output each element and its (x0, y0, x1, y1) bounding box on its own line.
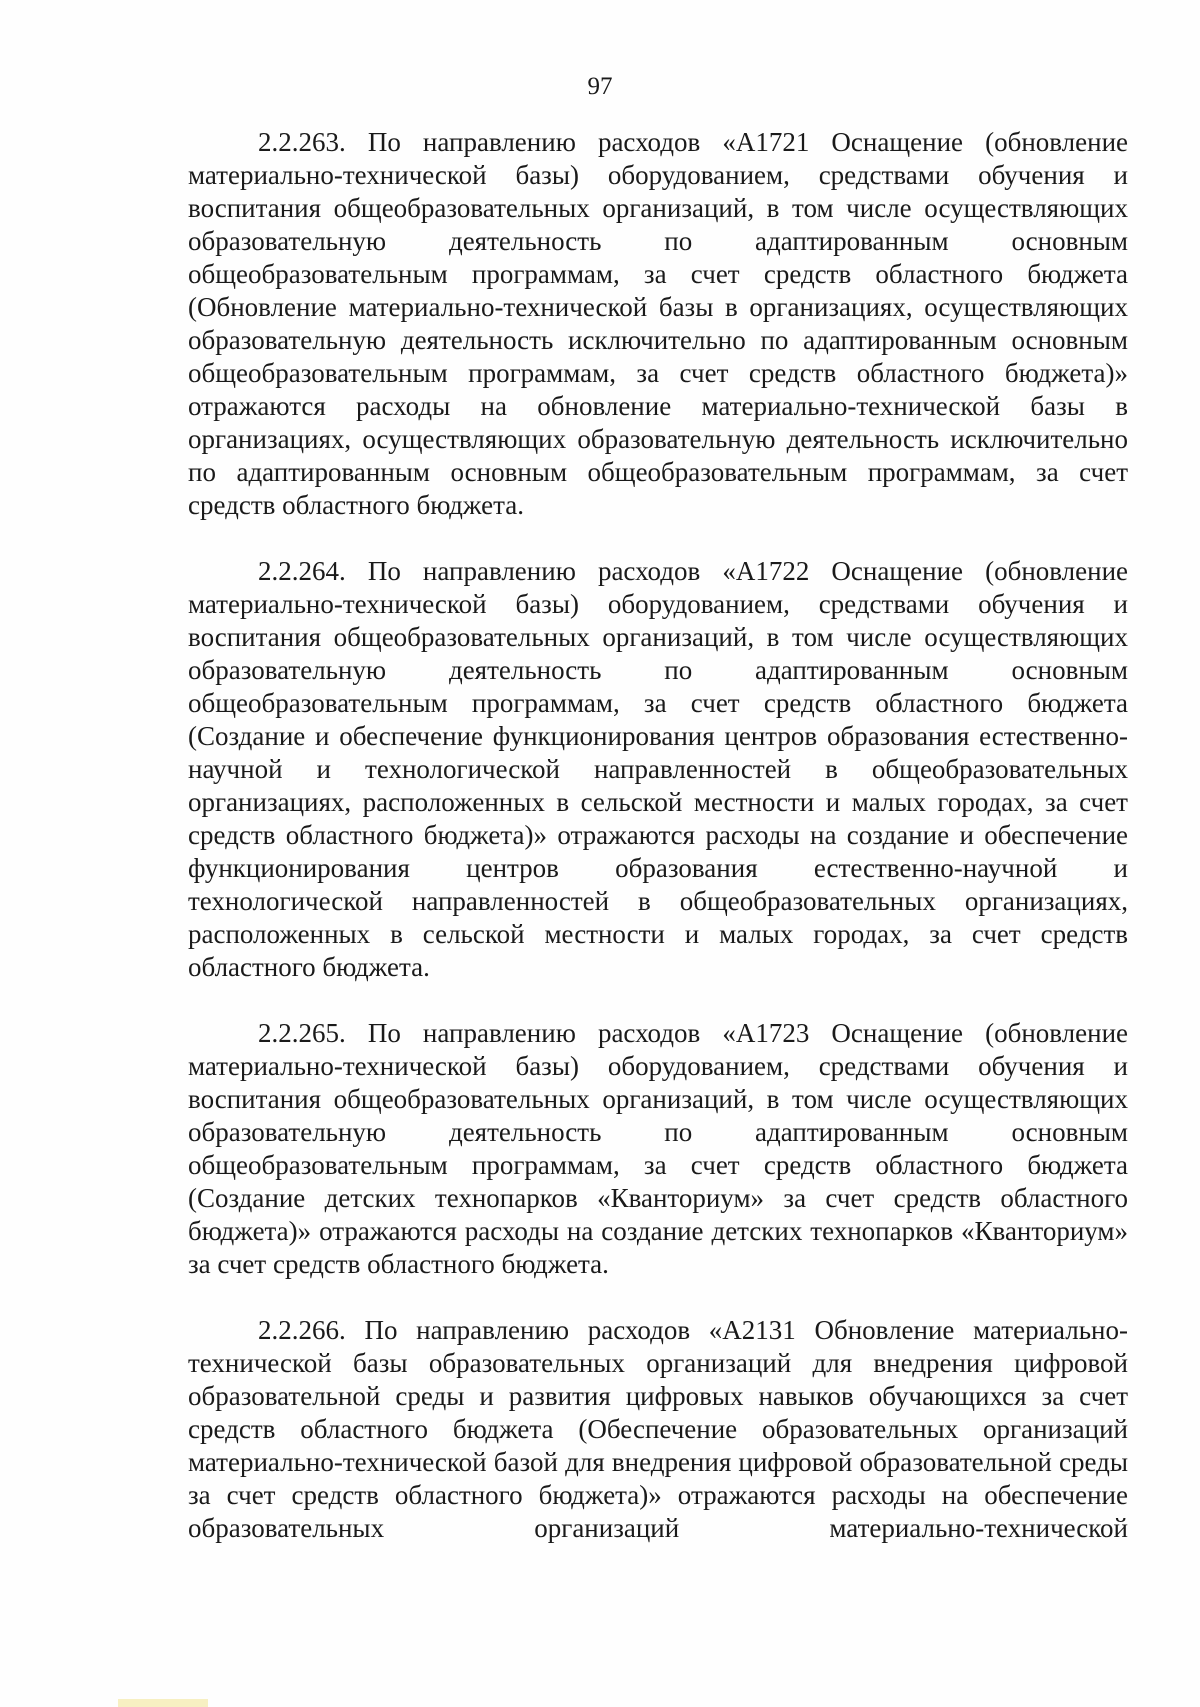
paragraph-2-2-264: 2.2.264. По направлению расходов «А1722 Оснащение (обновление материально-технической базы) оборудованием, средствами обучения и воспитания общеобразовательных организаций, в том числе осуществляющих образовательную деятельность по адаптированным основным общеобразовательным программам, за счет средств областного бюджета (Создание и обеспечение функционирования центров образования естественно-научной и технологической направленностей в общеобразовательных организациях, расположенных в сельской местности и малых городах, за счет средств областного бюджета)» отражаются расходы на создание и обеспечение функционирования центров образования естественно-научной и технологической направленностей в общеобразовательных организациях, расположенных в сельской местности и малых городах, за счет средств областного бюджета. (188, 556, 1128, 982)
scan-highlight-mark (118, 1699, 208, 1707)
document-body (188, 126, 1128, 1545)
paragraph-2-2-266: 2.2.266. По направлению расходов «А2131 Обновление материально-технической базы образовательных организаций для внедрения цифровой образовательной среды и развития цифровых навыков обучающихся за счет средств областного бюджета (Обеспечение образовательных организаций материально-технической базой для внедрения цифровой образовательной среды за счет средств областного бюджета)» отражаются расходы на обеспечение образовательных организаций материально-технической (188, 1315, 1128, 1543)
paragraph-2-2-265: 2.2.265. По направлению расходов «А1723 Оснащение (обновление материально-технической базы) оборудованием, средствами обучения и воспитания общеобразовательных организаций, в том числе осуществляющих образовательную деятельность по адаптированным основным общеобразовательным программам, за счет средств областного бюджета (Создание детских технопарков «Кванториум» за счет средств областного бюджета)» отражаются расходы на создание детских технопарков «Кванториум» за счет средств областного бюджета. (188, 1018, 1128, 1279)
page-number: 97 (587, 73, 613, 100)
paragraph-2-2-263: 2.2.263. По направлению расходов «А1721 Оснащение (обновление материально-технической базы) оборудованием, средствами обучения и воспитания общеобразовательных организаций, в том числе осуществляющих образовательную деятельность по адаптированным основным общеобразовательным программам, за счет средств областного бюджета (Обновление материально-технической базы в организациях, осуществляющих образовательную деятельность исключительно по адаптированным основным общеобразовательным программам, за счет средств областного бюджета)» отражаются расходы на обновление материально-технической базы в организациях, осуществляющих образовательную деятельность исключительно по адаптированным основным общеобразовательным программам, за счет средств областного бюджета. (188, 127, 1128, 520)
